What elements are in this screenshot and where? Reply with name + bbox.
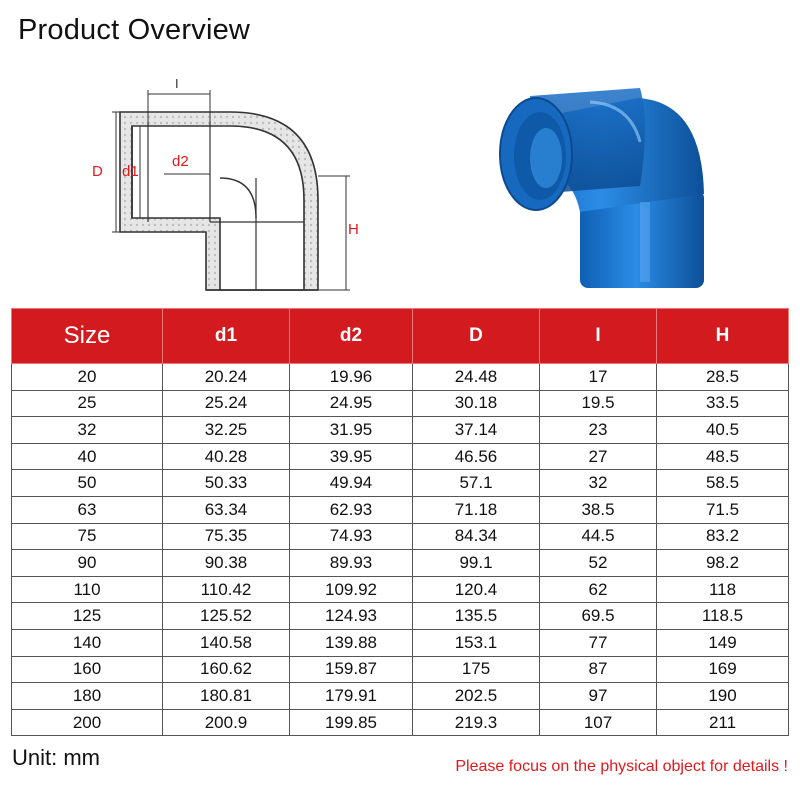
- table-row: [12, 550, 789, 577]
- specification-table: [11, 308, 789, 736]
- header-H: H: [657, 309, 789, 364]
- product-photo: [490, 82, 720, 292]
- table-cell: 39.95: [290, 443, 413, 470]
- header-I: I: [540, 309, 657, 364]
- table-cell: 110: [12, 576, 163, 603]
- table-row: [12, 603, 789, 630]
- header-size: Size: [12, 309, 163, 364]
- table-header-row: [12, 309, 789, 364]
- elbow-cross-section-icon: [80, 72, 380, 302]
- table-cell: 25: [12, 390, 163, 417]
- table-cell: 99.1: [413, 550, 540, 577]
- table-cell: 40.28: [163, 443, 290, 470]
- table-cell: 149: [657, 629, 789, 656]
- table-cell: 62: [540, 576, 657, 603]
- dim-label-H: H: [348, 221, 359, 238]
- details-note: Please focus on the physical object for details !: [455, 758, 788, 775]
- table-cell: 77: [540, 629, 657, 656]
- table-cell: 87: [540, 656, 657, 683]
- table-cell: 17: [540, 364, 657, 391]
- table-cell: 40.5: [657, 417, 789, 444]
- table-cell: 83.2: [657, 523, 789, 550]
- table-cell: 63: [12, 496, 163, 523]
- table-cell: 140.58: [163, 629, 290, 656]
- dim-label-l: I: [175, 76, 179, 91]
- table-row: [12, 523, 789, 550]
- table-cell: 84.34: [413, 523, 540, 550]
- dim-label-d2: d2: [172, 153, 189, 170]
- unit-label: Unit: mm: [12, 745, 100, 770]
- header-d2: d2: [290, 309, 413, 364]
- table-cell: 179.91: [290, 683, 413, 710]
- table-cell: 160: [12, 656, 163, 683]
- table-cell: 49.94: [290, 470, 413, 497]
- table-cell: 89.93: [290, 550, 413, 577]
- table-cell: 20: [12, 364, 163, 391]
- table-row: [12, 364, 789, 391]
- page-title: Product Overview: [18, 14, 251, 46]
- table-cell: 135.5: [413, 603, 540, 630]
- table-cell: 69.5: [540, 603, 657, 630]
- table-cell: 58.5: [657, 470, 789, 497]
- table-cell: 109.92: [290, 576, 413, 603]
- table-cell: 219.3: [413, 709, 540, 736]
- table-cell: 46.56: [413, 443, 540, 470]
- table-cell: 97: [540, 683, 657, 710]
- header-D: D: [413, 309, 540, 364]
- table-cell: 118.5: [657, 603, 789, 630]
- table-row: [12, 683, 789, 710]
- table-cell: 200: [12, 709, 163, 736]
- table-row: [12, 709, 789, 736]
- header-d1: d1: [163, 309, 290, 364]
- table-cell: 90: [12, 550, 163, 577]
- table-row: [12, 576, 789, 603]
- table-body: [12, 364, 789, 736]
- table-cell: 71.5: [657, 496, 789, 523]
- table-cell: 52: [540, 550, 657, 577]
- table-cell: 160.62: [163, 656, 290, 683]
- elbow-diagram: [80, 72, 380, 302]
- table-cell: 120.4: [413, 576, 540, 603]
- table-cell: 63.34: [163, 496, 290, 523]
- table-row: [12, 629, 789, 656]
- table-cell: 27: [540, 443, 657, 470]
- table-cell: 199.85: [290, 709, 413, 736]
- table-cell: 118: [657, 576, 789, 603]
- table-cell: 24.95: [290, 390, 413, 417]
- table-cell: 211: [657, 709, 789, 736]
- table-cell: 23: [540, 417, 657, 444]
- table-cell: 28.5: [657, 364, 789, 391]
- table-cell: 124.93: [290, 603, 413, 630]
- table-cell: 110.42: [163, 576, 290, 603]
- table-cell: 25.24: [163, 390, 290, 417]
- table-cell: 180: [12, 683, 163, 710]
- table-cell: 140: [12, 629, 163, 656]
- table-cell: 50.33: [163, 470, 290, 497]
- table-cell: 107: [540, 709, 657, 736]
- table-cell: 200.9: [163, 709, 290, 736]
- table-cell: 75.35: [163, 523, 290, 550]
- dim-label-d1: d1: [122, 163, 139, 180]
- table-cell: 30.18: [413, 390, 540, 417]
- table-cell: 38.5: [540, 496, 657, 523]
- table-cell: 159.87: [290, 656, 413, 683]
- table-cell: 71.18: [413, 496, 540, 523]
- table-cell: 37.14: [413, 417, 540, 444]
- table-row: [12, 470, 789, 497]
- table-row: [12, 496, 789, 523]
- table-cell: 31.95: [290, 417, 413, 444]
- table-cell: 125: [12, 603, 163, 630]
- table-cell: 153.1: [413, 629, 540, 656]
- table-cell: 19.5: [540, 390, 657, 417]
- dim-label-D: D: [92, 163, 103, 180]
- table-cell: 20.24: [163, 364, 290, 391]
- table-cell: 202.5: [413, 683, 540, 710]
- table-cell: 169: [657, 656, 789, 683]
- table-cell: 190: [657, 683, 789, 710]
- blue-pvc-elbow-icon: [490, 82, 720, 292]
- table-cell: 32: [540, 470, 657, 497]
- table-cell: 40: [12, 443, 163, 470]
- table-row: [12, 390, 789, 417]
- table-cell: 32.25: [163, 417, 290, 444]
- table-row: [12, 443, 789, 470]
- table-cell: 139.88: [290, 629, 413, 656]
- table-cell: 62.93: [290, 496, 413, 523]
- table-cell: 24.48: [413, 364, 540, 391]
- table-cell: 98.2: [657, 550, 789, 577]
- table-cell: 175: [413, 656, 540, 683]
- table-cell: 32: [12, 417, 163, 444]
- table-cell: 125.52: [163, 603, 290, 630]
- table-row: [12, 417, 789, 444]
- table-cell: 50: [12, 470, 163, 497]
- table-cell: 57.1: [413, 470, 540, 497]
- table-cell: 48.5: [657, 443, 789, 470]
- table-cell: 44.5: [540, 523, 657, 550]
- table-cell: 90.38: [163, 550, 290, 577]
- table-row: [12, 656, 789, 683]
- table-cell: 74.93: [290, 523, 413, 550]
- table-cell: 19.96: [290, 364, 413, 391]
- table-cell: 33.5: [657, 390, 789, 417]
- table-cell: 180.81: [163, 683, 290, 710]
- table-cell: 75: [12, 523, 163, 550]
